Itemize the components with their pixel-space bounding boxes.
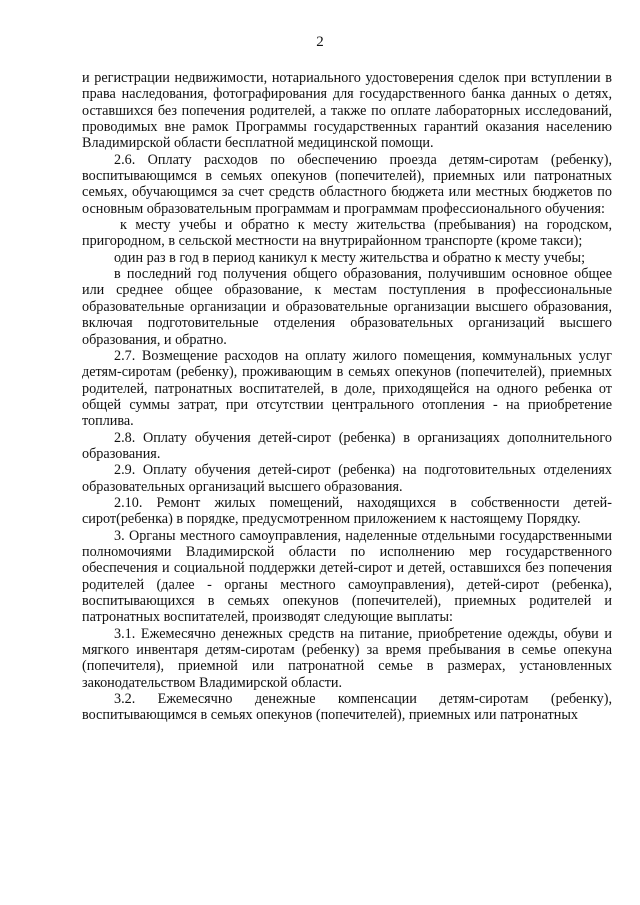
paragraph-2-6: 2.6. Оплату расходов по обеспечению проезда детям-сиротам (ребенку), воспитывающимся в семьях опекунов (попечителей), приемных или патронатных семьях, обучающимся за счет средств областного бюджета или местных бюджетов по основным образовательным программам и программам профессионального обучения: xyxy=(82,151,612,217)
paragraph-2-8: 2.8. Оплату обучения детей-сирот (ребенка) в организациях дополнительного образования. xyxy=(82,429,612,462)
page-number: 2 xyxy=(316,34,324,50)
paragraph-2-6-item-2: один раз в год в период каникул к месту жительства и обратно к месту учебы; xyxy=(114,249,586,266)
paragraph-3-1: 3.1. Ежемесячно денежных средств на питание, приобретение одежды, обуви и мягкого инвентаря детям-сиротам (ребенку) за время пребывания в семье опекуна (попечителя), приемной или патронатной семье в размерах, установленных законодательством Владимирской области. xyxy=(82,625,612,691)
paragraph-2-6-item-3: в последний год получения общего образования, получившим основное общее или среднее общее образование, к местам поступления в профессиональные образовательные организации и образовательные организации высшего образования, включая подготовительные отделения образовательных организаций высшего образования, и обратно. xyxy=(82,266,612,348)
paragraph-continuation: и регистрации недвижимости, нотариального удостоверения сделок при вступлении в права наследования, фотографирования для государственного банка данных о детях, оставшихся без попечения родителей, а также по оплате лабораторных исследований, проводимых вне рамок Программы государственных гарантий оказания населению Владимирской области бесплатной медицинской помощи. xyxy=(82,70,612,152)
paragraph-2-10: 2.10. Ремонт жилых помещений, находящихся в собственности детей-сирот(ребенка) в порядке, предусмотренном приложением к настоящему Порядку. xyxy=(82,494,612,528)
paragraph-3-2: 3.2. Ежемесячно денежные компенсации детям-сиротам (ребенку), воспитывающимся в семьях опекунов (попечителей), приемных или патронатных xyxy=(82,691,612,724)
paragraph-2-9: 2.9. Оплату обучения детей-сирот (ребенка) на подготовительных отделениях образовательных организаций высшего образования. xyxy=(82,462,612,495)
paragraph-2-7: 2.7. Возмещение расходов на оплату жилого помещения, коммунальных услуг детям-сиротам (ребенку), проживающим в семьях опекунов (попечителей), приемных родителей, патронатных воспитателей, в доле, приходящейся на одного ребенка от общей суммы затрат, при отсутствии центрального отопления - на приобретение топлива. xyxy=(82,347,612,430)
paragraph-3: 3. Органы местного самоуправления, наделенные отдельными государственными полномочиями Владимирской области по исполнению мер государственного обеспечения и социальной поддержки детей-сирот и детей, оставшихся без попечения родителей (далее - органы местного самоуправления), детей-сирот (ребенка), воспитывающихся в семьях опекунов (попечителей), приемных родителей и патронатных воспитателей, производят следующие выплаты: xyxy=(82,527,612,626)
document-body xyxy=(82,70,612,724)
paragraph-2-6-item-1: к месту учебы и обратно к месту жительства (пребывания) на городском, пригородном, в сельской местности на внутрирайонном транспорте (кроме такси); xyxy=(82,217,612,250)
